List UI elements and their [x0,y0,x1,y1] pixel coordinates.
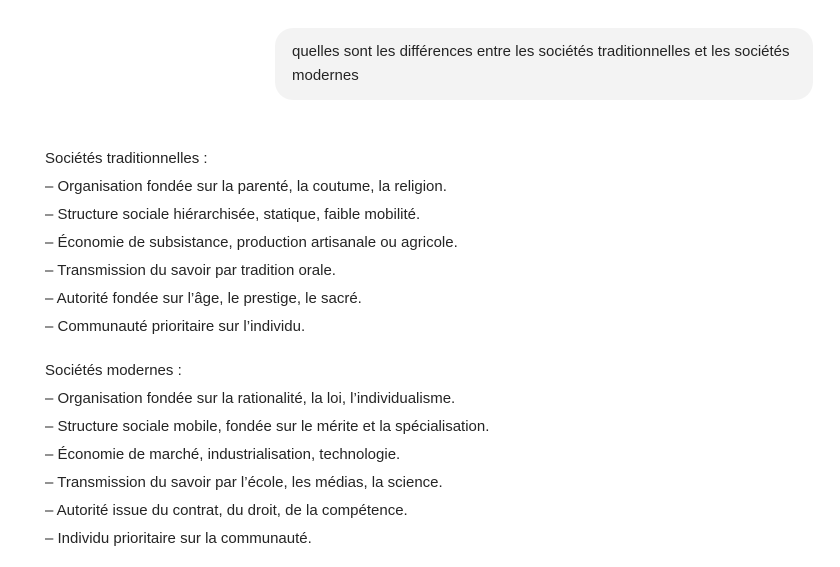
section-title-traditional: Sociétés traditionnelles : [45,150,208,167]
assistant-response [45,145,805,553]
list-item: – Autorité issue du contrat, du droit, de la compétence. [45,502,408,519]
list-item: – Organisation fondée sur la parenté, la coutume, la religion. [45,178,447,195]
section-title-modern: Sociétés modernes : [45,362,182,379]
section-traditional [45,145,805,341]
list-item: – Communauté prioritaire sur l’individu. [45,318,306,335]
list-item: – Autorité fondée sur l’âge, le prestige, le sacré. [45,290,362,307]
list-item: – Transmission du savoir par l’école, les médias, la science. [45,474,443,491]
user-message-bubble [275,28,813,100]
list-item: – Transmission du savoir par tradition orale. [45,262,336,279]
list-item: – Économie de subsistance, production artisanale ou agricole. [45,234,458,251]
list-item: – Structure sociale hiérarchisée, statique, faible mobilité. [45,206,421,223]
section-modern [45,357,805,553]
list-item: – Économie de marché, industrialisation, technologie. [45,446,401,463]
list-item: – Structure sociale mobile, fondée sur le mérite et la spécialisation. [45,418,490,435]
list-item: – Organisation fondée sur la rationalité, la loi, l’individualisme. [45,390,456,407]
list-item: – Individu prioritaire sur la communauté. [45,530,312,547]
user-message-text: quelles sont les différences entre les sociétés traditionnelles et les sociétés modernes [292,43,790,84]
